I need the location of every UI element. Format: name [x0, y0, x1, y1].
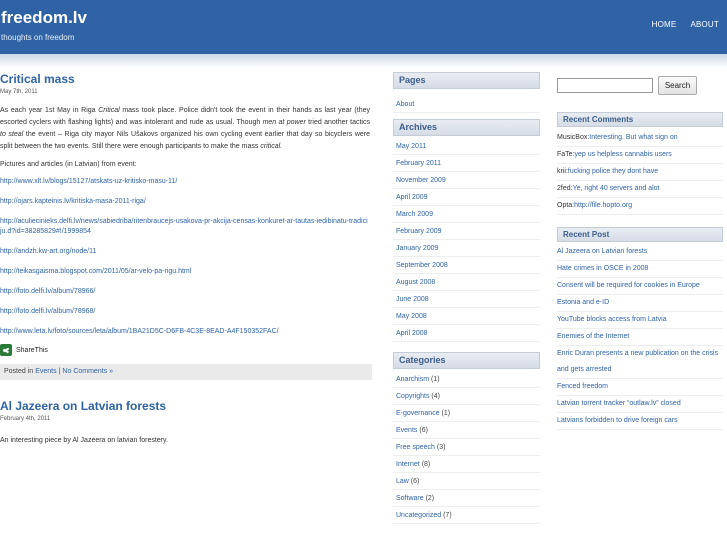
recent-post-item[interactable]: Consent will be required for cookies in Europe	[557, 278, 723, 295]
post-category-link[interactable]: Events	[35, 368, 57, 375]
post-pictures-line: Pictures and articles (in Latvian) from event:	[0, 161, 137, 168]
archive-item[interactable]: May 2008	[393, 308, 540, 325]
recent-posts-heading: Recent Post	[557, 227, 723, 242]
post-title[interactable]: Critical mass	[0, 72, 75, 86]
category-item[interactable]: Software (2)	[393, 490, 540, 507]
archive-item[interactable]: September 2008	[393, 257, 540, 274]
post-link[interactable]: http://www.xlt.lv/blogs/15127/atskats-uz-kritisko-masu-11/	[0, 178, 178, 185]
archive-item[interactable]: November 2009	[393, 172, 540, 189]
post-links	[0, 177, 372, 337]
nav-home[interactable]: HOME	[651, 20, 677, 29]
recent-post-item[interactable]: Hate crimes in OSCE in 2008	[557, 261, 723, 278]
pages-list	[393, 96, 540, 113]
nav-about[interactable]: ABOUT	[690, 20, 719, 29]
recent-posts-list	[557, 244, 723, 430]
recent-post-item[interactable]: Fenced freedom	[557, 379, 723, 396]
sidebar-left	[393, 72, 540, 524]
recent-post-item[interactable]: YouTube blocks access from Latvia	[557, 312, 723, 329]
post-body: An interesting piece by Al Jazeera on latvian forestery.	[0, 437, 168, 444]
recent-post-item[interactable]: Estonia and e-ID	[557, 295, 723, 312]
archives-list	[393, 138, 540, 342]
category-item[interactable]: E-governance (1)	[393, 405, 540, 422]
post-link[interactable]: http://andzh.kw-art.org/node/11	[0, 248, 97, 255]
recent-post-item[interactable]: Enemies of the Internet	[557, 329, 723, 346]
archive-item[interactable]: January 2009	[393, 240, 540, 257]
recent-comment-item: 2fed:Ye, right 40 servers and alot	[557, 181, 723, 198]
sidebar-right	[557, 76, 723, 430]
recent-post-item[interactable]: Al Jazeera on Latvian forests	[557, 244, 723, 261]
search-form	[557, 76, 723, 95]
post-title[interactable]: Al Jazeera on Latvian forests	[0, 399, 167, 413]
archive-item[interactable]: June 2008	[393, 291, 540, 308]
archives-heading: Archives	[393, 119, 540, 136]
archive-item[interactable]: August 2008	[393, 274, 540, 291]
post-critical-mass	[0, 72, 372, 380]
post-al-jazeera	[0, 399, 372, 447]
archive-item[interactable]: February 2011	[393, 155, 540, 172]
category-item[interactable]: Anarchism (1)	[393, 371, 540, 388]
site-header	[0, 0, 727, 54]
top-nav	[652, 20, 719, 29]
recent-post-item[interactable]: Latvian torrent tracker “outlaw.lv” closed	[557, 396, 723, 413]
post-intro: As each year 1st May in Riga Critical mass took place. Police didn't took the event in their hands as last year (they escorted cyclers with flashing lights) and was intolerant and rude as usual. Though men at power tried another tactics to steal the event – Riga city mayor Nils Ušakovs organized his own cycling event earlier that day so bicyclers were split between the two events. Still there were enough participants to make the mass critical.	[0, 107, 370, 150]
categories-heading: Categories	[393, 352, 540, 369]
recent-comment-item: FaTe:yep us helpless cannabis users	[557, 147, 723, 164]
post-meta	[0, 364, 372, 380]
category-item[interactable]: Copyrights (4)	[393, 388, 540, 405]
post-link[interactable]: http://foto.delfi.lv/album/78968/	[0, 308, 96, 315]
post-date: May 7th, 2011	[0, 89, 38, 95]
category-item[interactable]: Law (6)	[393, 473, 540, 490]
archive-item[interactable]: March 2009	[393, 206, 540, 223]
archive-item[interactable]: February 2009	[393, 223, 540, 240]
post-link[interactable]: http://aculiecinieks.delfi.lv/news/sabiedriba/ritenbraucejs-usakova-pr-akcija-censas-konkuret-ar-tautas-iedibinatu-tradiciju.d?id=38285829#!/1999854	[0, 218, 368, 235]
post-meta-prefix: Posted in	[4, 368, 34, 375]
recent-post-item[interactable]: Enric Duran presents a new publication on the crisis and gets arrested	[557, 346, 723, 379]
post-link[interactable]: http://www.leta.lv/foto/sources/leta/album/1BA21D5C-D6FB-4C3E-8EAD-A4F150352FAC/	[0, 328, 279, 335]
share-label: ShareThis	[16, 346, 48, 354]
post-meta-separator: |	[58, 368, 61, 375]
post-date: February 4th, 2011	[0, 416, 51, 422]
site-tagline: thoughts on freedom	[1, 33, 75, 42]
category-item[interactable]: Events (6)	[393, 422, 540, 439]
post-link[interactable]: http://ojars.kapteinis.lv/kritiska-masa-2011-riga/	[0, 198, 146, 205]
recent-comment-item: MusicBox:Interesting. But what sign on	[557, 130, 723, 147]
archive-item[interactable]: April 2008	[393, 325, 540, 342]
share-icon	[0, 344, 12, 356]
main-content	[0, 72, 372, 447]
archive-item[interactable]: May 2011	[393, 138, 540, 155]
site-title[interactable]: freedom.lv	[1, 8, 87, 27]
archive-item[interactable]: April 2009	[393, 189, 540, 206]
recent-post-item[interactable]: Latvians forbidden to drive foreign cars	[557, 413, 723, 430]
recent-comments-heading: Recent Comments	[557, 112, 723, 127]
post-comments-link[interactable]: No Comments »	[62, 368, 113, 375]
categories-list	[393, 371, 540, 524]
post-link[interactable]: http://foto.delfi.lv/album/78966/	[0, 288, 96, 295]
recent-comments-list	[557, 130, 723, 215]
search-input[interactable]	[557, 78, 653, 93]
search-button[interactable]: Search	[658, 76, 697, 95]
header-subbar	[0, 54, 727, 68]
pages-heading: Pages	[393, 72, 540, 89]
category-item[interactable]: Internet (8)	[393, 456, 540, 473]
category-item[interactable]: Uncategorized (7)	[393, 507, 540, 524]
post-link[interactable]: http://teikasgaisma.blogspot.com/2011/05/ar-velo-pa-rigu.html	[0, 268, 192, 275]
recent-comment-item: krii:fucking police they dont have	[557, 164, 723, 181]
page-item-about[interactable]: About	[393, 96, 540, 113]
recent-comment-item: Opta:http://file.hopto.org	[557, 198, 723, 215]
share-this-button[interactable]	[0, 344, 372, 356]
category-item[interactable]: Free speech (3)	[393, 439, 540, 456]
